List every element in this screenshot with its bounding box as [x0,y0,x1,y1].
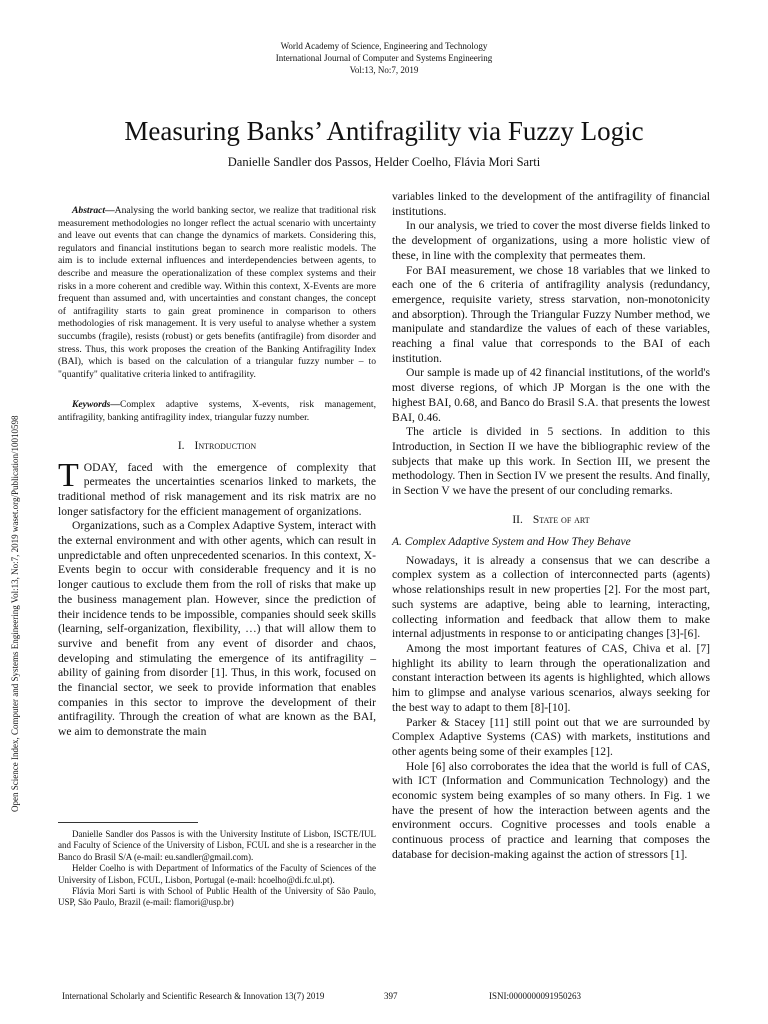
intro-paragraph-2: Organizations, such as a Complex Adaptive System, interact with the external environment and with other agents, which can result in unpredictable and often unprecedented scenarios. In this context, X-Events begin to occur with considerable frequency and it is no longer cautious to exclude them from the roll of risks that make up the business management plan. However, since the prediction of their incidence tends to be impossible, companies should seek skills (learning, self-organization, flexibility, …) that will allow them to survive and benefit from any event of disorder and chaos, developing and stimulating the emergence of its antifragility – ability of gaining from disorder [1]. Thus, in this work, focused on the financial sector, we seek to provide information that enables companies in this sector to improve the development of their antifragility. Through the creation of what are known as the BAI, we aim to demonstrate the main [58,519,376,739]
footnote-item: Helder Coelho is with Department of Informatics of the Faculty of Sciences of the University of Lisbon, FCUL, Lisbon, Portugal (e-mail: hcoelho@di.fc.ul.pt). [58,863,376,885]
abstract-dash: — [105,205,115,216]
intro-continued: variables linked to the development of the antifragility of financial institutions. [392,190,710,218]
journal-header [0,40,768,76]
section-title: State of art [532,513,590,526]
side-citation: Open Science Index, Computer and Systems Engineering Vol:13, No:7, 2019 waset.org/Publication/10010598 [10,415,20,812]
intro-paragraph-1 [58,456,376,520]
state-paragraph-2: Among the most important features of CAS, Chiva et al. [7] highlight its ability to learn through the operationalization and constant interaction between its agents is highlighted, which allows him to glimpse and analyse various scenarios, always seeking for the best way to adapt to them [8]-[10]. [392,641,710,714]
footnote-item: Flávia Mori Sarti is with School of Public Health of the University of São Paulo, USP, São Paulo, Brazil (e-mail: flamori@usp.br) [58,886,376,908]
right-column [392,190,710,863]
abstract-text: Analysing the world banking sector, we realize that traditional risk measurement methodologies no longer reflect the actual scenario with uncertainty and leave out events that can change the dynamics of markets. Considering this, regulators and financial institutions began to search more realistic models. The aim is to include external influences and interdependencies between agents, to describe and measure the operationalization of these complex systems and their risks in a more coherent and credible way. Within this context, X-Events are more frequent than assumed and, with uncertainties and constant changes, the concept of antifragility starts to gain great prominence in comparison to others methodologies of risk management. It is very useful to analyse whether a system succumbs (fragile), resists (robust) or gets benefits (antifragile) from disorder and stress. Thus, this work proposes the creation of the Banking Antifragility Index (BAI), which is based on the calculation of a triangular fuzzy number – to "quantify" qualitative criteria linked to antifragility. [58,205,376,380]
page-number: 397 [384,991,398,1001]
section-number: I. [177,439,185,452]
header-publisher: World Academy of Science, Engineering and Technology [280,41,488,51]
intro-paragraph-5: Our sample is made up of 42 financial institutions, of the world's most diverse regions, of which JP Morgan is the one with the highest BAI, 0.68, and Banco do Brasil S.A. that presents the lowest BAI, 0.46. [392,366,710,424]
keywords-dash: — [110,399,120,411]
drop-cap: T [58,456,79,494]
state-paragraph-1: Nowadays, it is already a consensus that we can describe a complex system as a collection of interconnected parts (agents) whose relationships result in new properties [2]. For the most part, such systems are adaptive, being able to learning, interacting, collecting information and feedback that allow them to make internal adjustments in response to or anticipating changes [3]-[6]. [392,553,710,641]
state-paragraph-3: Parker & Stacey [11] still point out that we are surrounded by Complex Adaptive Systems (CAS) with markets, institutions and other agents being some of their examples [12]. [392,715,710,758]
footnote-item: Danielle Sandler dos Passos is with the University Institute of Lisbon, ISCTE/IUL and Faculty of Science of the University of Lisbon, FCUL and she is a researcher in the Banco do Brasil S/A (e-mail: eu.sandler@gmail.com). [58,829,376,862]
abstract-label: Abstract [72,205,106,216]
header-volume: Vol:13, No:7, 2019 [349,65,419,75]
left-column [58,205,376,740]
abstract [58,205,376,381]
paper-authors: Danielle Sandler dos Passos, Helder Coelho, Flávia Mori Sarti [227,155,541,169]
section-heading-state-of-art [392,513,710,527]
section-number: II. [512,513,523,526]
section-heading-introduction [58,439,376,453]
keywords [58,399,376,424]
intro-paragraph-3: In our analysis, we tried to cover the most diverse fields linked to the development of organizations, using a more holistic view of these, in line with the complexity that permeates them. [392,219,710,262]
intro-paragraph-6: The article is divided in 5 sections. In addition to this Introduction, in Section II we have the bibliographic review of the subjects that make up this work. In Section III, we present the methodology. Then in Section IV we present the results. And finally, in Section V we have the present of our concluding remarks. [392,425,710,498]
keywords-text: Complex adaptive systems, X-events, risk management, antifragility, banking antifragility index, triangular fuzzy number. [58,399,376,423]
paper-title: Measuring Banks’ Antifragility via Fuzzy Logic [124,116,644,146]
subsection-heading: A. Complex Adaptive System and How They Behave [392,535,631,548]
state-paragraph-4: Hole [6] also corroborates the idea that the world is full of CAS, with ICT (Information and Communication Technology) and the economic system being examples of so many others. In Fig. 1 we have the present of how the interaction between agents and the environment occurs. Cognitive processes and tools enable a continuous process of practice and learning that composes the database for decision-making against the action of stressors [1]. [392,759,710,861]
keywords-label: Keywords [72,399,111,411]
footer-publisher: International Scholarly and Scientific Research & Innovation 13(7) 2019 [62,991,325,1001]
footer-isni: ISNI:0000000091950263 [489,991,581,1001]
section-title: Introduction [194,439,257,452]
footnote-divider [58,822,198,823]
intro-paragraph-4: For BAI measurement, we chose 18 variables that we linked to each one of the 6 criteria of antifragility analysis (redundancy, emergence, requisite variety, stress starvation, non-monotonicity and absorption). Through the Triangular Fuzzy Number method, we manipulate and standardize the values of each of these variables, reaching a final value that corresponds to the BAI of each institution. [392,263,710,365]
intro-paragraph-1-text: ODAY, faced with the emergence of complexity that permeates the uncertainties scenarios linked to markets, the traditional method of risk management and its risk matrix are no longer satisfactory for the efficient management of organizations. [58,460,376,518]
author-footnotes [58,822,376,909]
header-journal: International Journal of Computer and Systems Engineering [275,53,493,63]
